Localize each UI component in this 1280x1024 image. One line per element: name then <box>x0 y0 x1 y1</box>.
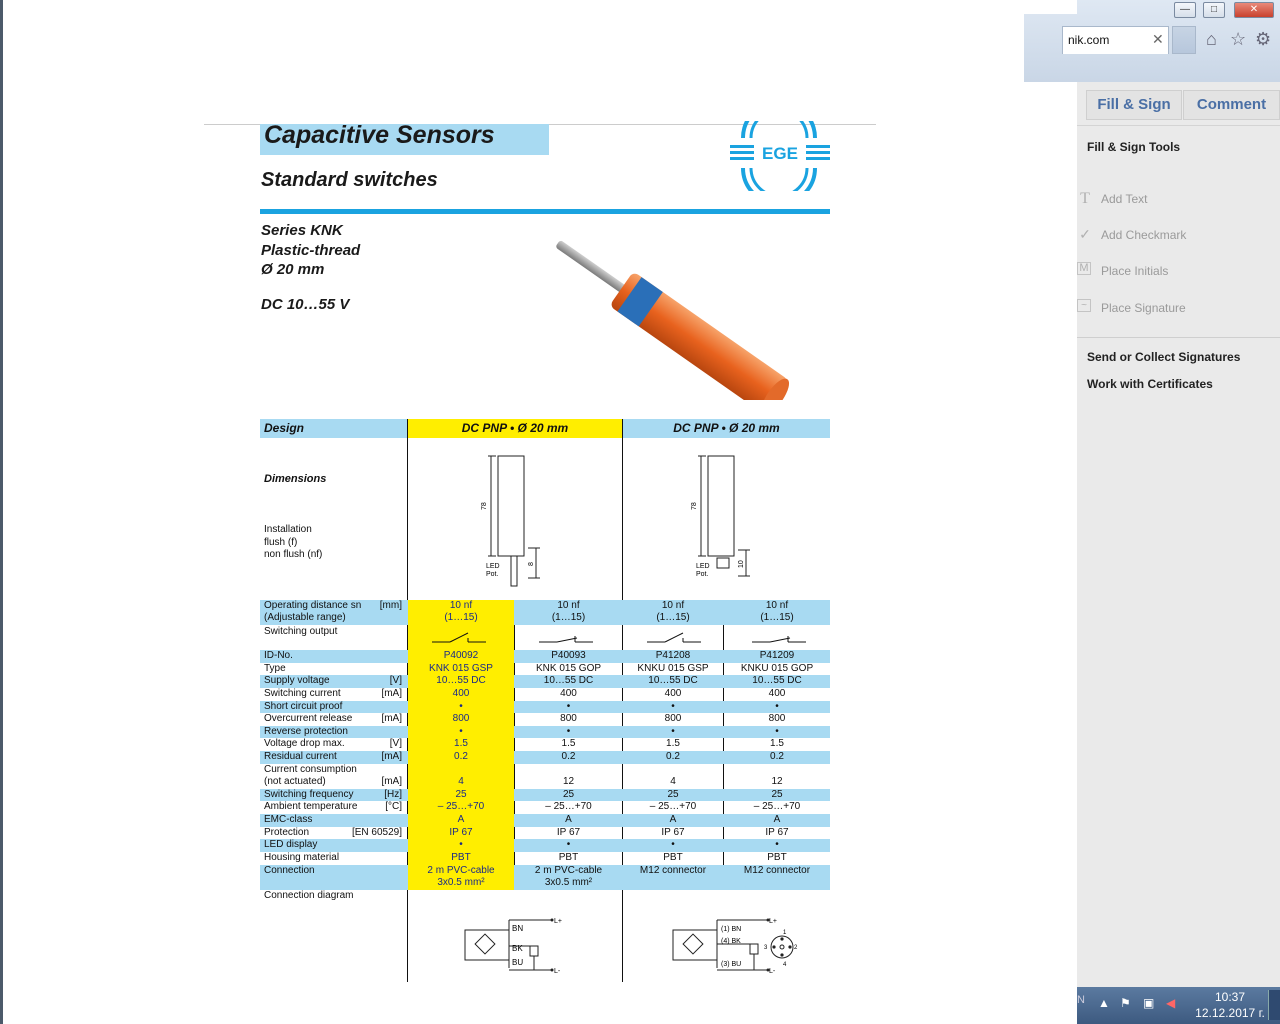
spec-value-cell: 3x0.5 mm² <box>437 877 485 888</box>
spec-value-cell: (1…15) <box>444 612 478 623</box>
pin-4: 4 <box>783 962 787 968</box>
no-contact-symbol <box>645 630 705 646</box>
spec-value-cell: 10 nf <box>765 600 789 611</box>
tray-arrow-icon[interactable]: ▲ <box>1098 996 1110 1010</box>
spec-row-label: Housing material <box>264 852 340 863</box>
spec-row-label: Overcurrent release <box>264 713 353 724</box>
spec-value-cell: 400 <box>664 688 682 699</box>
page-subtitle: Standard switches <box>261 169 438 191</box>
dimensions-label: Dimensions <box>264 473 327 485</box>
spec-value-cell: • <box>459 701 463 712</box>
tab-comment[interactable]: Comment <box>1183 90 1280 120</box>
text-icon: T <box>1080 190 1090 207</box>
dimension-drawing-cable <box>478 450 548 590</box>
taskbar-partial-text: N <box>1077 994 1085 1006</box>
pot-label: Pot. <box>696 571 709 578</box>
spec-value-cell: 400 <box>768 688 786 699</box>
spec-value-cell: 25 <box>667 789 679 800</box>
spec-value-cell: PBT <box>767 852 787 863</box>
wire-bu: BU <box>512 958 524 967</box>
spec-value-cell: 4 <box>670 776 676 787</box>
voltage-label: DC 10…55 V <box>261 296 350 313</box>
spec-value-cell: (1…15) <box>656 612 690 623</box>
spec-row-label: Type <box>264 663 286 674</box>
spec-row-label: Short circuit proof <box>264 701 343 712</box>
spec-row-unit: [mA] <box>381 713 402 724</box>
spec-value-cell: 12 <box>562 776 575 787</box>
spec-value-cell: 2 m PVC-cable <box>427 865 495 876</box>
spec-value-cell: 2 m PVC-cable <box>534 865 603 876</box>
spec-value-cell: 1.5 <box>454 738 468 749</box>
spec-row-unit: [°C] <box>385 801 402 812</box>
gear-icon[interactable]: ⚙ <box>1255 29 1272 49</box>
spec-value-cell: PBT <box>663 852 683 863</box>
l-plus-label: L+ <box>769 918 777 925</box>
pin-3: 3 <box>764 945 768 951</box>
thread-label: Plastic-thread <box>261 242 361 259</box>
wire-bk: BK <box>512 944 523 953</box>
spec-value-cell: • <box>459 726 463 737</box>
spec-value-cell: 400 <box>560 688 577 699</box>
spec-value-cell: • <box>671 726 675 737</box>
spec-row-label: Operating distance sn <box>264 600 362 611</box>
spec-value-cell: 800 <box>452 713 470 724</box>
connection-diagram-label: Connection diagram <box>264 890 354 901</box>
spec-row-unit: [EN 60529] <box>351 827 402 838</box>
window-left-border <box>0 0 3 1024</box>
spec-row-label: Connection <box>264 865 315 876</box>
clock-time[interactable]: 10:37 <box>1214 990 1246 1004</box>
spec-row-label: Switching output <box>264 626 338 637</box>
show-desktop-button[interactable] <box>1268 990 1280 1020</box>
spec-value-cell: 1.5 <box>561 738 576 749</box>
wiring-diagram-connector <box>668 910 803 978</box>
place-signature-tool[interactable]: Place Signature <box>1101 301 1186 315</box>
spec-row-unit: [V] <box>389 675 402 686</box>
panel-divider <box>1077 337 1280 338</box>
spec-row-label: Supply voltage <box>264 675 330 686</box>
tab-close-icon[interactable]: ✕ <box>1152 31 1164 47</box>
nc-contact-symbol <box>537 630 597 646</box>
spec-row-unit: [Hz] <box>384 789 402 800</box>
spec-value-cell: A <box>565 814 572 825</box>
spec-row-label: Protection <box>264 827 310 838</box>
spec-value-cell: 10 nf <box>557 600 580 611</box>
minimize-button[interactable]: — <box>1174 2 1196 18</box>
wire-4-bk: (4) BK <box>721 938 741 945</box>
spec-row-unit: [mA] <box>381 688 402 699</box>
spec-value-cell: 10…55 DC <box>436 675 486 686</box>
nonflush-label: non flush (nf) <box>264 549 323 560</box>
spec-value-cell: 10 nf <box>449 600 473 611</box>
spec-value-cell: – 25…+70 <box>649 801 697 812</box>
add-checkmark-tool[interactable]: Add Checkmark <box>1101 228 1187 242</box>
spec-value-cell: P40093 <box>551 650 586 661</box>
highlight-column-cell <box>408 764 514 776</box>
dim-78-label: 78 <box>481 502 488 510</box>
spec-value-cell: • <box>566 726 571 737</box>
installation-label: Installation <box>264 524 312 535</box>
header-rule <box>260 209 830 214</box>
spec-value-cell: • <box>775 839 779 850</box>
fill-sign-tools-heading[interactable]: Fill & Sign Tools <box>1087 140 1181 154</box>
spec-value-cell: – 25…+70 <box>437 801 485 812</box>
tools-panel <box>1077 82 1280 991</box>
spec-value-cell: • <box>775 701 779 712</box>
spec-value-cell: 25 <box>771 789 783 800</box>
col-header-2: DC PNP • Ø 20 mm <box>673 421 780 435</box>
spec-value-cell: • <box>459 839 463 850</box>
dim-78-label: 78 <box>691 502 698 510</box>
chrome-blank-area <box>1024 0 1077 14</box>
dim-8-label: 8 <box>528 562 535 566</box>
flush-label: flush (f) <box>264 537 298 548</box>
led-label: LED <box>486 563 500 570</box>
spec-value-cell: 3x0.5 mm² <box>544 877 593 888</box>
spec-value-cell: 10 nf <box>661 600 685 611</box>
spec-value-cell: • <box>566 701 571 712</box>
spec-value-cell: – 25…+70 <box>545 801 592 812</box>
spec-value-cell: 0.2 <box>561 751 576 762</box>
spec-value-cell: P40092 <box>443 650 479 661</box>
spec-value-cell: (1…15) <box>760 612 794 623</box>
dimension-drawing-connector <box>688 450 758 585</box>
spec-row-label: Switching current <box>264 688 341 699</box>
spec-row-unit: [mA] <box>381 776 402 787</box>
spec-value-cell: • <box>671 839 675 850</box>
spec-value-cell: PBT <box>451 852 471 863</box>
close-window-button[interactable]: ✕ <box>1234 2 1274 18</box>
spec-value-cell: 25 <box>455 789 467 800</box>
star-icon[interactable]: ☆ <box>1230 29 1247 49</box>
l-minus-label: L- <box>554 968 561 975</box>
spec-value-cell: IP 67 <box>661 827 685 838</box>
spec-value-cell: P41209 <box>759 650 795 661</box>
spec-value-cell: • <box>671 701 675 712</box>
design-label: Design <box>264 421 305 435</box>
spec-value-cell: KNKU 015 GSP <box>637 663 709 674</box>
spec-value-cell: 800 <box>768 713 786 724</box>
sensor-product-image <box>550 235 805 400</box>
dim-10-label: 10 <box>738 560 745 568</box>
spec-row-label: (Adjustable range) <box>264 612 346 623</box>
logo-text: EGE <box>762 144 798 163</box>
spec-row-label: (not actuated) <box>264 776 326 787</box>
send-collect-signatures-link[interactable]: Send or Collect Signatures <box>1087 350 1241 364</box>
network-icon[interactable]: ▣ <box>1143 996 1155 1010</box>
no-contact-symbol <box>430 630 490 646</box>
spec-row-label: Current consumption <box>264 764 357 775</box>
spec-value-cell: KNK 015 GSP <box>429 663 493 674</box>
wire-1-bn: (1) BN <box>721 926 742 933</box>
new-tab-button[interactable] <box>1172 26 1196 54</box>
add-text-tool[interactable]: Add Text <box>1101 192 1148 206</box>
maximize-button[interactable]: □ <box>1203 2 1225 18</box>
spec-value-cell: 0.2 <box>770 751 784 762</box>
spec-value-cell: 10…55 DC <box>648 675 698 686</box>
nc-contact-symbol <box>750 630 810 646</box>
spec-value-cell: 10…55 DC <box>543 675 594 686</box>
tab-title: nik.com <box>1068 33 1110 47</box>
spec-value-cell: M12 connector <box>639 865 707 876</box>
flag-icon[interactable]: ⚑ <box>1120 996 1131 1010</box>
spec-value-cell: M12 connector <box>743 865 811 876</box>
wire-bn: BN <box>512 924 524 933</box>
spec-row-label: EMC-class <box>264 814 313 825</box>
l-plus-label: L+ <box>554 918 562 925</box>
spec-row-label: Switching frequency <box>264 789 354 800</box>
pin-2: 2 <box>794 945 798 951</box>
volume-muted-icon[interactable]: ◀ <box>1166 996 1176 1010</box>
spec-value-cell: 0.2 <box>454 751 468 762</box>
spec-value-cell: 4 <box>458 776 464 787</box>
pin-1: 1 <box>783 930 787 936</box>
spec-row-label: Residual current <box>264 751 337 762</box>
spec-value-cell: 800 <box>560 713 577 724</box>
spec-value-cell: 400 <box>452 688 470 699</box>
spec-value-cell: • <box>566 839 571 850</box>
l-minus-label: L- <box>769 968 776 975</box>
spec-value-cell: 1.5 <box>666 738 680 749</box>
initials-icon: M <box>1077 262 1091 275</box>
spec-row-unit: [V] <box>389 738 402 749</box>
spec-row-label: Voltage drop max. <box>264 738 345 749</box>
spec-value-cell: IP 67 <box>449 827 473 838</box>
spec-value-cell: IP 67 <box>556 827 581 838</box>
spec-value-cell: 10…55 DC <box>752 675 802 686</box>
spec-value-cell: A <box>773 814 781 825</box>
spec-row-unit: [mA] <box>381 751 402 762</box>
spec-value-cell: 800 <box>664 713 682 724</box>
spec-row-label: LED display <box>264 839 318 850</box>
work-with-certificates-link[interactable]: Work with Certificates <box>1087 377 1213 391</box>
spec-row-unit: [mm] <box>379 600 402 611</box>
series-label: Series KNK <box>261 222 343 239</box>
spec-value-cell: A <box>457 814 465 825</box>
spec-value-cell: A <box>669 814 677 825</box>
col-header-1: DC PNP • Ø 20 mm <box>461 421 569 435</box>
ege-logo <box>730 121 832 191</box>
spec-value-cell: 12 <box>771 776 783 787</box>
spec-value-cell: PBT <box>558 852 579 863</box>
spec-value-cell: P41208 <box>655 650 691 661</box>
checkmark-icon: ✓ <box>1079 226 1091 242</box>
pot-label: Pot. <box>486 571 499 578</box>
spec-value-cell: IP 67 <box>765 827 789 838</box>
tab-fill-sign[interactable]: Fill & Sign <box>1086 90 1182 120</box>
spec-value-cell: 0.2 <box>666 751 680 762</box>
spec-value-cell: 25 <box>562 789 575 800</box>
spec-value-cell: (1…15) <box>551 612 586 623</box>
place-initials-tool[interactable]: Place Initials <box>1101 264 1169 278</box>
spec-row-label: Reverse protection <box>264 726 348 737</box>
spec-row-label: Ambient temperature <box>264 801 358 812</box>
home-icon[interactable]: ⌂ <box>1206 29 1217 49</box>
spec-value-cell: • <box>775 726 779 737</box>
page-title: Capacitive Sensors <box>264 121 495 149</box>
spec-row-label: ID-No. <box>264 650 293 661</box>
wire-3-bu: (3) BU <box>721 961 742 968</box>
spec-value-cell: 1.5 <box>770 738 784 749</box>
wiring-diagram-cable <box>460 910 570 978</box>
signature-icon: ~ <box>1077 299 1091 312</box>
spec-value-cell: KNK 015 GOP <box>535 663 602 674</box>
spec-value-cell: – 25…+70 <box>753 801 801 812</box>
diameter-label: Ø 20 mm <box>261 261 325 278</box>
spec-value-cell: KNKU 015 GOP <box>740 663 814 674</box>
led-label: LED <box>696 563 710 570</box>
clock-date[interactable]: 12.12.2017 г. <box>1195 1006 1265 1020</box>
